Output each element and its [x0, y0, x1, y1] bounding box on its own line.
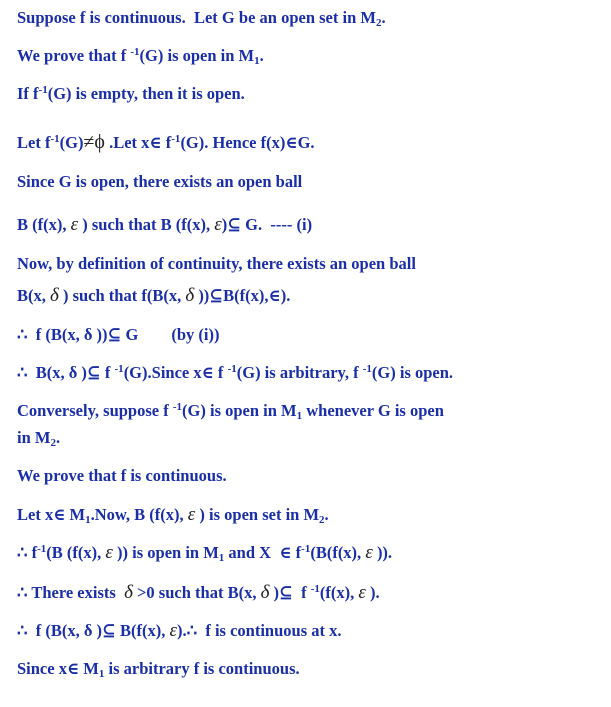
text-segment: ∴ f (B(x, δ )⊆ B(f(x), [17, 621, 170, 640]
subscript: 1 [296, 410, 303, 422]
text-segment: Now, by definition of continuity, there exists an open ball [17, 254, 416, 273]
text-segment: If f [17, 84, 39, 103]
text-segment: is arbitrary f is continuous. [104, 659, 300, 678]
subscript: 2 [375, 17, 382, 29]
proof-line-18 [17, 659, 300, 679]
text-segment: We prove that f is continuous. [17, 466, 227, 485]
proof-line-8 [17, 286, 290, 306]
text-segment: ). [365, 583, 380, 602]
superscript: -1 [37, 543, 47, 555]
text-segment: (G). Hence f(x)∈G. [180, 133, 315, 152]
text-segment: Let f [17, 133, 51, 152]
text-segment: B (f(x), [17, 215, 71, 234]
proof-line-6 [17, 215, 312, 235]
text-segment: ∴ f [17, 543, 38, 562]
text-segment: )⊆ G. ---- (i) [221, 215, 313, 234]
proof-line-16 [17, 583, 380, 603]
text-segment: (G) is arbitrary, f [236, 363, 363, 382]
proof-line-13 [17, 466, 227, 486]
subscript: 1 [254, 55, 260, 67]
proof-line-14 [17, 505, 329, 525]
text-segment: (f(x), [319, 583, 359, 602]
subscript: 2 [319, 514, 325, 526]
proof-line-4 [17, 132, 315, 153]
math-symbol: ε [187, 504, 196, 525]
text-segment: whenever G is open [302, 401, 444, 420]
proof-line-12 [17, 428, 60, 448]
proof-line-15 [17, 543, 392, 563]
math-symbol: δ [260, 582, 270, 603]
text-segment: . [324, 505, 329, 524]
math-symbol: ε [358, 582, 366, 603]
text-segment: ))⊆B(f(x),∈). [194, 286, 291, 305]
text-segment: in M [17, 428, 51, 447]
math-symbol: ε [365, 542, 373, 563]
proof-line-17 [17, 621, 342, 641]
text-segment: ) such that f(B(x, [58, 286, 186, 305]
math-symbol: δ [124, 582, 133, 603]
proof-line-5 [17, 172, 302, 192]
text-segment: ) such that B (f(x), [78, 215, 215, 234]
text-segment: (B (f(x), [46, 543, 106, 562]
superscript: -1 [227, 363, 237, 375]
text-segment: ∴ B(x, δ )⊆ f [17, 363, 115, 382]
proof-line-11 [17, 401, 444, 421]
math-symbol: ε [214, 214, 222, 235]
math-symbol: ε [169, 620, 177, 641]
text-segment: . [381, 8, 386, 27]
text-segment: .Let x∈ f [104, 133, 172, 152]
text-segment: (G) is open in M [139, 46, 255, 65]
text-segment: )). [372, 543, 393, 562]
text-segment: (G) is open in M [182, 401, 297, 420]
subscript: 2 [50, 437, 56, 449]
proof-line-7 [17, 254, 416, 274]
superscript: -1 [50, 133, 60, 145]
proof-line-9 [17, 325, 219, 345]
text-segment: >0 such that B(x, [132, 583, 261, 602]
superscript: -1 [362, 363, 372, 375]
text-segment: ∴ There exists [17, 583, 125, 602]
math-symbol: ε [70, 214, 79, 235]
proof-line-3 [17, 84, 245, 104]
text-segment: We prove that f [17, 46, 131, 65]
math-symbol: δ [50, 285, 59, 306]
text-segment: )⊆ f [269, 583, 311, 602]
text-segment: (G) [59, 133, 84, 152]
text-segment: (G) is open. [371, 363, 454, 382]
superscript: -1 [38, 84, 48, 96]
superscript: -1 [114, 363, 124, 375]
text-segment: Suppose f is continuous. Let G be an open set in M [17, 8, 376, 27]
text-segment: )) is open in M [112, 543, 219, 562]
superscript: -1 [130, 46, 140, 58]
text-segment: and X ∈ f [224, 543, 302, 562]
text-segment: ).∴ f is continuous at x. [176, 621, 342, 640]
subscript: 1 [98, 668, 105, 680]
superscript: -1 [172, 401, 183, 413]
not-equal-empty-symbol: ≠ϕ [83, 131, 105, 153]
text-segment: Conversely, suppose f [17, 401, 173, 420]
superscript: -1 [310, 583, 320, 595]
superscript: -1 [171, 133, 181, 145]
text-segment: (G).Since x∈ f [123, 363, 228, 382]
text-segment: Let x∈ M [17, 505, 86, 524]
proof-line-2 [17, 46, 264, 66]
math-symbol: ε [105, 542, 113, 563]
text-segment: ∴ f (B(x, δ ))⊆ G (by (i)) [17, 325, 220, 344]
text-segment: Since x∈ M [17, 659, 99, 678]
text-segment: (B(f(x), [310, 543, 366, 562]
subscript: 1 [85, 514, 91, 526]
math-symbol: δ [185, 285, 195, 306]
proof-line-10 [17, 363, 453, 383]
proof-line-1 [17, 8, 386, 28]
text-segment: . [259, 46, 264, 65]
text-segment: ) is open set in M [195, 505, 320, 524]
subscript: 1 [218, 552, 225, 564]
text-segment: (G) is empty, then it is open. [47, 84, 245, 103]
superscript: -1 [301, 543, 311, 555]
text-segment: . [55, 428, 61, 447]
text-segment: .Now, B (f(x), [90, 505, 188, 524]
text-segment: Since G is open, there exists an open ball [17, 172, 303, 191]
text-segment: B(x, [17, 286, 50, 305]
